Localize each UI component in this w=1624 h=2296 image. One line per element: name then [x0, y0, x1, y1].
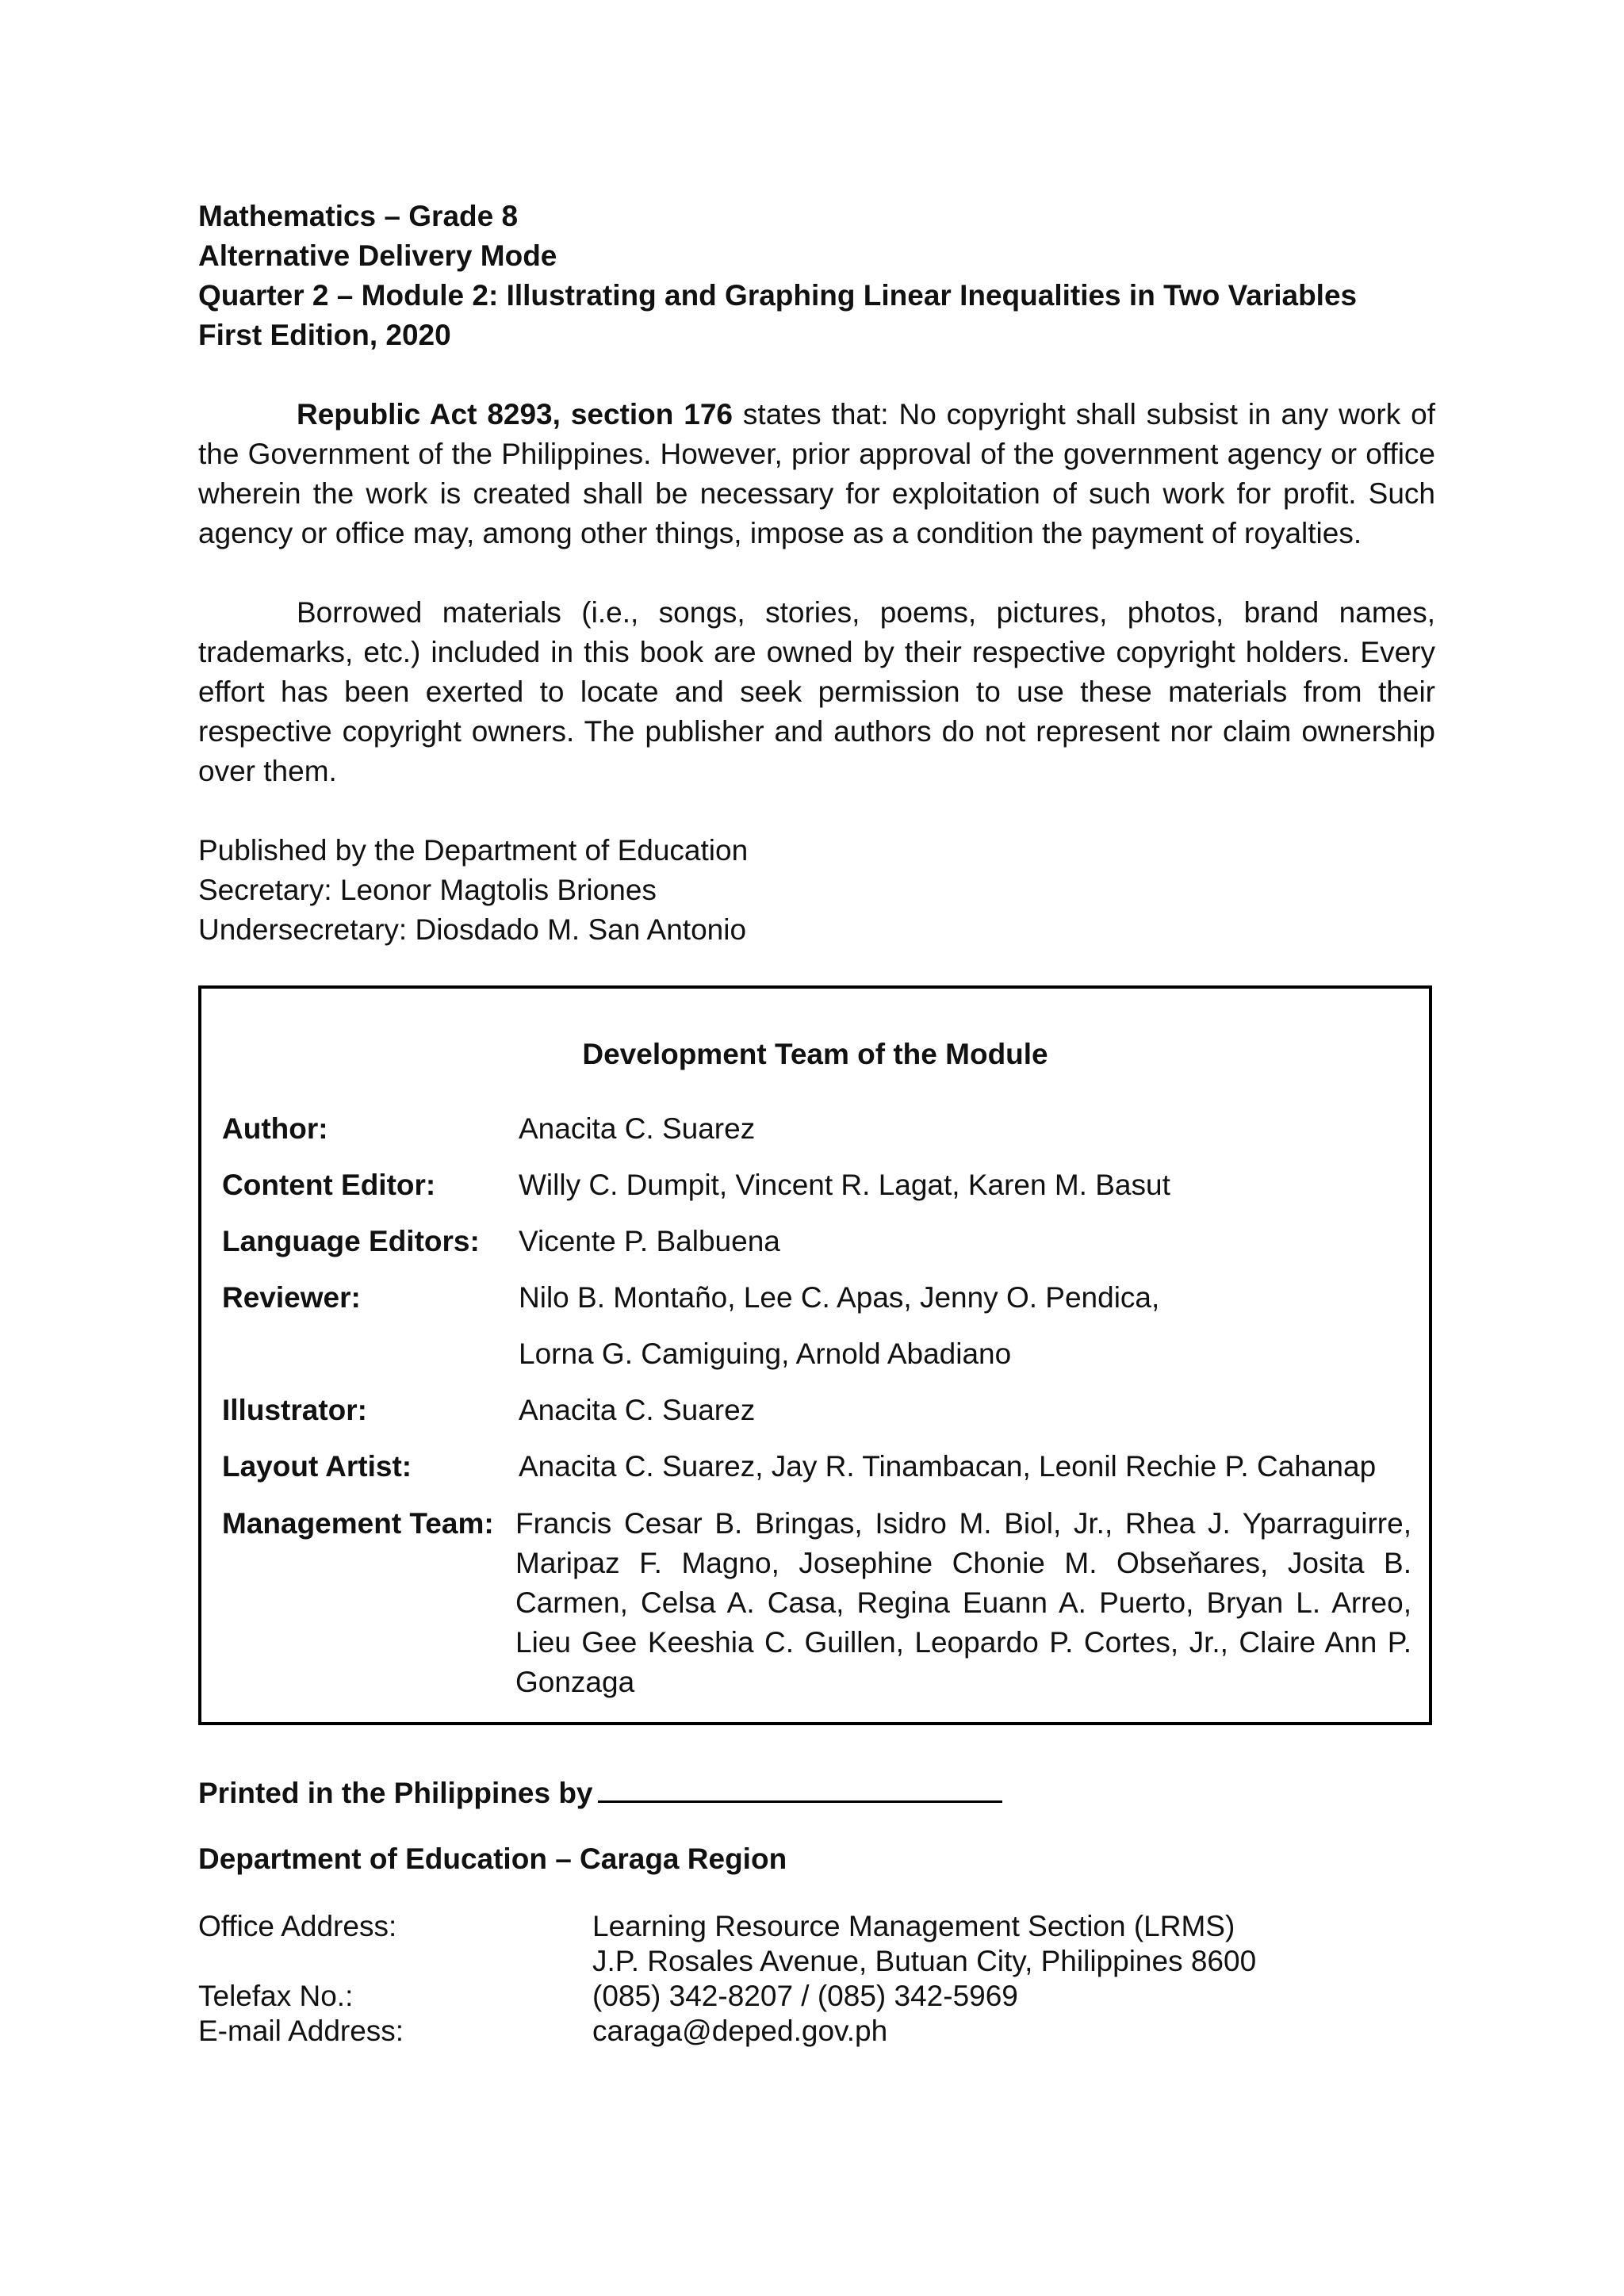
role-label: Language Editors: — [222, 1225, 480, 1257]
telefax-row — [198, 1979, 1435, 2014]
printed-by-label: Printed in the Philippines by — [198, 1777, 593, 1809]
office-address-row — [198, 1909, 1435, 1944]
office-address-row-2 — [198, 1944, 1435, 1979]
email-value[interactable]: caraga@deped.gov.ph — [592, 2015, 888, 2047]
contact-info — [198, 1909, 1435, 2049]
published-by: Published by the Department of Education — [198, 834, 749, 867]
team-title: Development Team of the Module — [582, 1038, 1048, 1070]
module-title: Quarter 2 – Module 2: Illustrating and Graphing Linear Inequalities in Two Variables — [198, 279, 1358, 312]
role-label: Layout Artist: — [222, 1450, 412, 1483]
role-label: Management Team: — [222, 1507, 494, 1540]
telefax-value: (085) 342-8207 / (085) 342-5969 — [592, 1980, 1018, 2012]
email-row — [198, 2014, 1435, 2049]
role-names: Anacita C. Suarez — [519, 1112, 756, 1145]
role-label: Content Editor: — [222, 1169, 436, 1201]
copyright-notice — [198, 395, 1435, 553]
role-names: Lorna G. Camiguing, Arnold Abadiano — [519, 1337, 1012, 1370]
office-address-line1: Learning Resource Management Section (LRMS) — [592, 1910, 1235, 1942]
delivery-mode: Alternative Delivery Mode — [198, 239, 557, 272]
undersecretary: Undersecretary: Diosdado M. San Antonio — [198, 913, 747, 946]
borrowed-materials-notice: Borrowed materials (i.e., songs, stories, poems, pictures, photos, brand names, trademarks, etc.) included in this book are owned by their respective copyright holders. Every effort has been exerted to locate and seek permission to use these materials from their respective copyright owners. The publisher and authors do not represent nor claim ownership over them. — [198, 596, 1435, 787]
role-names: Anacita C. Suarez, Jay R. Tinambacan, Leonil Rechie P. Cahanap — [519, 1450, 1377, 1483]
role-names: Willy C. Dumpit, Vincent R. Lagat, Karen M. Basut — [519, 1169, 1170, 1201]
printed-by-line — [198, 1770, 1002, 1813]
role-names: Francis Cesar B. Bringas, Isidro M. Biol, Jr., Rhea J. Yparraguirre, Maripaz F. Magno, Josephine Chonie M. Obseňares, Josita B. Carmen, Celsa A. Casa, Regina Euann A. Puerto, Bryan L. Arreo, Lieu Gee Keeshia C. Guillen, Leopardo P. Cortes, Jr., Claire Ann P. Gonzaga — [515, 1507, 1411, 1698]
role-label: Author: — [222, 1112, 328, 1145]
role-label: Illustrator: — [222, 1394, 367, 1426]
subject-title: Mathematics – Grade 8 — [198, 200, 519, 232]
role-names: Nilo B. Montaño, Lee C. Apas, Jenny O. Pendica, — [519, 1281, 1160, 1314]
telefax-label: Telefax No.: — [198, 1980, 354, 2012]
role-label: Reviewer: — [222, 1281, 361, 1314]
module-heading — [198, 197, 1435, 355]
printer-blank-line — [598, 1770, 1002, 1803]
secretary: Secretary: Leonor Magtolis Briones — [198, 874, 657, 906]
republic-act-reference: Republic Act 8293, section 176 — [297, 398, 733, 430]
office-address-label: Office Address: — [198, 1910, 397, 1942]
copyright-text: states that: No copyright shall subsist in any work of the Government of the Philippines. However, prior approval of the government agency or office wherein the work is created shall be necessary for exploitation of such work for profit. Such agency or office may, among other things, impose as a condition the payment of royalties. — [198, 398, 1435, 549]
office-address-line2: J.P. Rosales Avenue, Butuan City, Philippines 8600 — [592, 1945, 1257, 1977]
development-team-box — [198, 985, 1432, 1725]
role-names: Anacita C. Suarez — [519, 1394, 756, 1426]
edition: First Edition, 2020 — [198, 319, 451, 351]
role-names: Vicente P. Balbuena — [519, 1225, 780, 1257]
email-label: E-mail Address: — [198, 2015, 404, 2047]
publisher-info — [198, 831, 1435, 950]
region-heading: Department of Education – Caraga Region — [198, 1843, 787, 1875]
document-body — [198, 197, 1435, 2047]
